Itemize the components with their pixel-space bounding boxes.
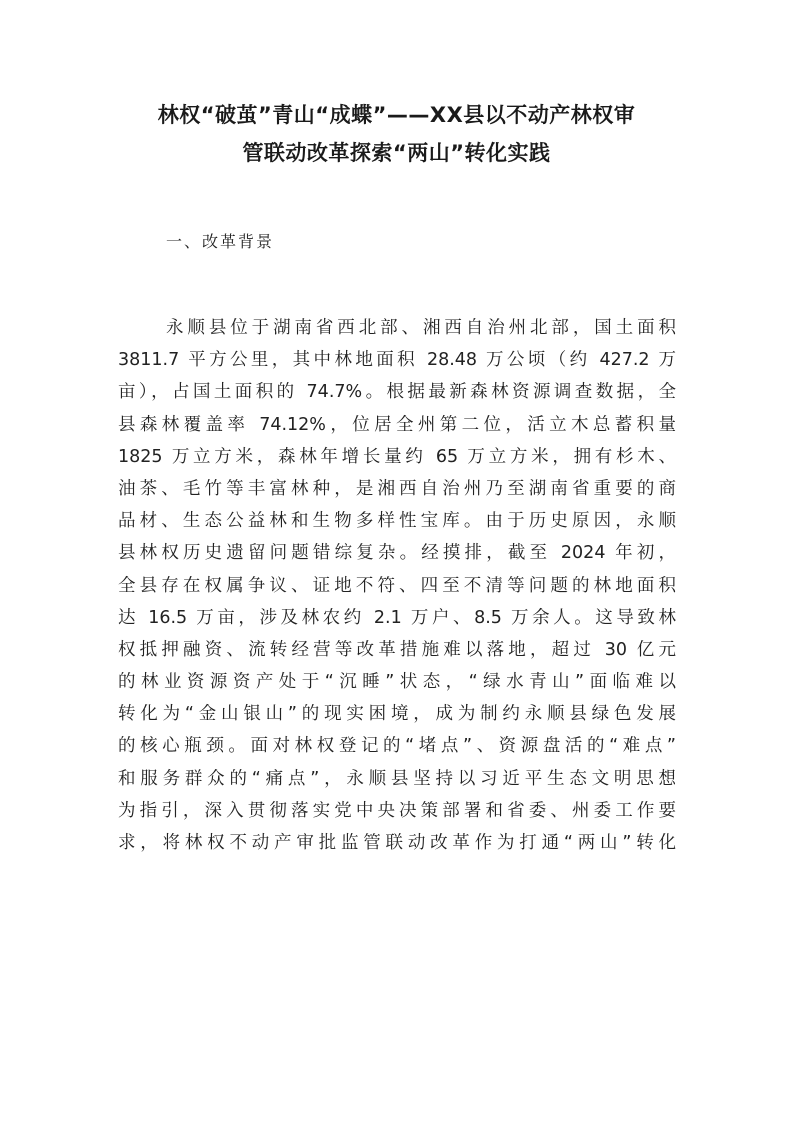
paragraph-line: 县森林覆盖率 74.12%，位居全州第二位，活立木总蓄积量 bbox=[118, 414, 676, 435]
paragraph-line: 3811.7 平方公里，其中林地面积 28.48 万公顷（约 427.2 万 bbox=[118, 350, 676, 371]
paragraph-line: 达 16.5 万亩，涉及林农约 2.1 万户、8.5 万余人。这导致林 bbox=[118, 607, 676, 628]
title-line-2: 管联动改革探索“两山”转化实践 bbox=[242, 141, 551, 165]
paragraph-line: 的林业资源资产处于“沉睡”状态，“绿水青山”面临难以 bbox=[118, 672, 676, 693]
paragraph-line: 求，将林权不动产审批监管联动改革作为打通“两山”转化 bbox=[118, 833, 676, 853]
paragraph-line: 品材、生态公益林和生物多样性宝库。由于历史原因，永顺 bbox=[118, 511, 676, 532]
paragraph-line: 转化为“金山银山”的现实困境，成为制约永顺县绿色发展 bbox=[118, 704, 676, 725]
paragraph-line: 县林权历史遗留问题错综复杂。经摸排，截至 2024 年初， bbox=[118, 543, 676, 564]
section-heading: 一、改革背景 bbox=[166, 232, 275, 251]
title-line-1: 林权“破茧”青山“成蝶”——XX县以不动产林权审 bbox=[157, 103, 636, 127]
paragraph-line: 亩），占国土面积的 74.7%。根据最新森林资源调查数据，全 bbox=[118, 382, 676, 403]
paragraph-line: 1825 万立方米，森林年增长量约 65 万立方米，拥有杉木、 bbox=[118, 446, 676, 467]
paragraph-line: 为指引，深入贯彻落实党中央决策部署和省委、州委工作要 bbox=[118, 800, 676, 821]
paragraph-line: 油茶、毛竹等丰富林种，是湘西自治州乃至湖南省重要的商 bbox=[118, 478, 676, 499]
paragraph-line: 的核心瓶颈。面对林权登记的“堵点”、资源盘活的“难点” bbox=[118, 736, 676, 757]
document-title bbox=[110, 96, 683, 172]
paragraph-line: 全县存在权属争议、证地不符、四至不清等问题的林地面积 bbox=[118, 575, 676, 596]
paragraph-line: 和服务群众的“痛点”，永顺县坚持以习近平生态文明思想 bbox=[118, 768, 676, 789]
body-paragraph bbox=[118, 312, 676, 859]
paragraph-line: 权抵押融资、流转经营等改革措施难以落地，超过 30 亿元 bbox=[118, 639, 676, 660]
paragraph-line: 永顺县位于湖南省西北部、湘西自治州北部，国土面积 bbox=[166, 318, 676, 338]
